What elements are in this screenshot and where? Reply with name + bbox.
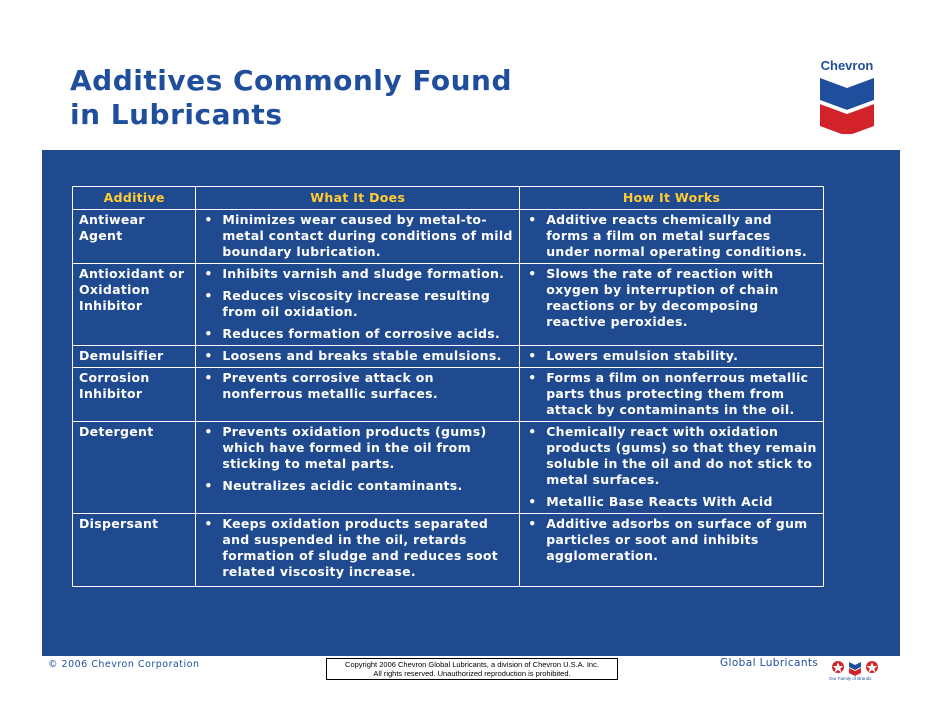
- how-it-works-cell: [520, 346, 824, 368]
- copyright-line-1: Copyright 2006 Chevron Global Lubricants, a division of Chevron U.S.A. Inc.: [345, 660, 599, 669]
- bullet-item: • Metallic Base Reacts With Acid: [526, 494, 817, 510]
- bullet-item: • Minimizes wear caused by metal-to-metal contact during conditions of mild boundary lubrication.: [202, 212, 513, 260]
- what-it-does-cell: [196, 514, 520, 587]
- additive-name: Corrosion Inhibitor: [73, 368, 196, 422]
- additive-name: Detergent: [73, 422, 196, 514]
- additives-table: [72, 186, 824, 587]
- what-it-does-cell: [196, 368, 520, 422]
- bullet-item: • Additive reacts chemically and forms a film on metal surfaces under normal operating conditions.: [526, 212, 817, 260]
- title-line-2: in Lubricants: [70, 98, 283, 131]
- brands-tagline: Our Family of Brands: [829, 676, 872, 681]
- chevron-emblem-icon: [812, 58, 882, 134]
- corporate-copyright: © 2006 Chevron Corporation: [48, 659, 200, 670]
- slide-title: [70, 64, 512, 132]
- chevron-logo: [812, 58, 882, 134]
- bullet-item: • Forms a film on nonferrous metallic parts thus protecting them from attack by contaminants in the oil.: [526, 370, 817, 418]
- what-it-does-cell: [196, 264, 520, 346]
- copyright-line-2: All rights reserved. Unauthorized reproduction is prohibited.: [373, 669, 571, 678]
- table-row: [73, 346, 824, 368]
- header-what-it-does: What It Does: [196, 187, 520, 210]
- bullet-item: • Reduces viscosity increase resulting from oil oxidation.: [202, 288, 513, 320]
- bullet-item: • Keeps oxidation products separated and suspended in the oil, retards formation of sludge and reduces soot related viscosity increase.: [202, 516, 513, 580]
- bullet-item: • Lowers emulsion stability.: [526, 348, 817, 364]
- header-how-it-works: How It Works: [520, 187, 824, 210]
- table-row: [73, 422, 824, 514]
- additive-name: Antiwear Agent: [73, 210, 196, 264]
- how-it-works-cell: [520, 368, 824, 422]
- global-lubricants-label: Global Lubricants: [720, 657, 819, 669]
- bullet-item: • Slows the rate of reaction with oxygen by interruption of chain reactions or by decomposing reactive peroxides.: [526, 266, 817, 330]
- bullet-item: • Inhibits varnish and sludge formation.: [202, 266, 513, 282]
- table-row: [73, 264, 824, 346]
- how-it-works-cell: [520, 264, 824, 346]
- title-line-1: Additives Commonly Found: [70, 64, 513, 97]
- how-it-works-cell: [520, 514, 824, 587]
- table-row: [73, 210, 824, 264]
- bullet-item: • Additive adsorbs on surface of gum particles or soot and inhibits agglomeration.: [526, 516, 817, 564]
- bullet-item: • Prevents oxidation products (gums) which have formed in the oil from sticking to metal parts.: [202, 424, 513, 472]
- how-it-works-cell: [520, 210, 824, 264]
- content-panel: [42, 150, 900, 656]
- additive-name: Demulsifier: [73, 346, 196, 368]
- what-it-does-cell: [196, 210, 520, 264]
- additive-name: Antioxidant or Oxidation Inhibitor: [73, 264, 196, 346]
- table-header-row: [73, 187, 824, 210]
- what-it-does-cell: [196, 346, 520, 368]
- what-it-does-cell: [196, 422, 520, 514]
- bullet-item: • Reduces formation of corrosive acids.: [202, 326, 513, 342]
- bullet-item: • Chemically react with oxidation products (gums) so that they remain soluble in the oil and do not stick to metal surfaces.: [526, 424, 817, 488]
- bullet-item: • Neutralizes acidic contaminants.: [202, 478, 513, 494]
- copyright-notice-box: [326, 658, 618, 680]
- bullet-item: • Loosens and breaks stable emulsions.: [202, 348, 513, 364]
- chevron-wordmark: Chevron: [820, 58, 874, 73]
- table-row: [73, 368, 824, 422]
- how-it-works-cell: [520, 422, 824, 514]
- additive-name: Dispersant: [73, 514, 196, 587]
- table-row: [73, 514, 824, 587]
- header-additive: Additive: [73, 187, 196, 210]
- bullet-item: • Prevents corrosive attack on nonferrous metallic surfaces.: [202, 370, 513, 402]
